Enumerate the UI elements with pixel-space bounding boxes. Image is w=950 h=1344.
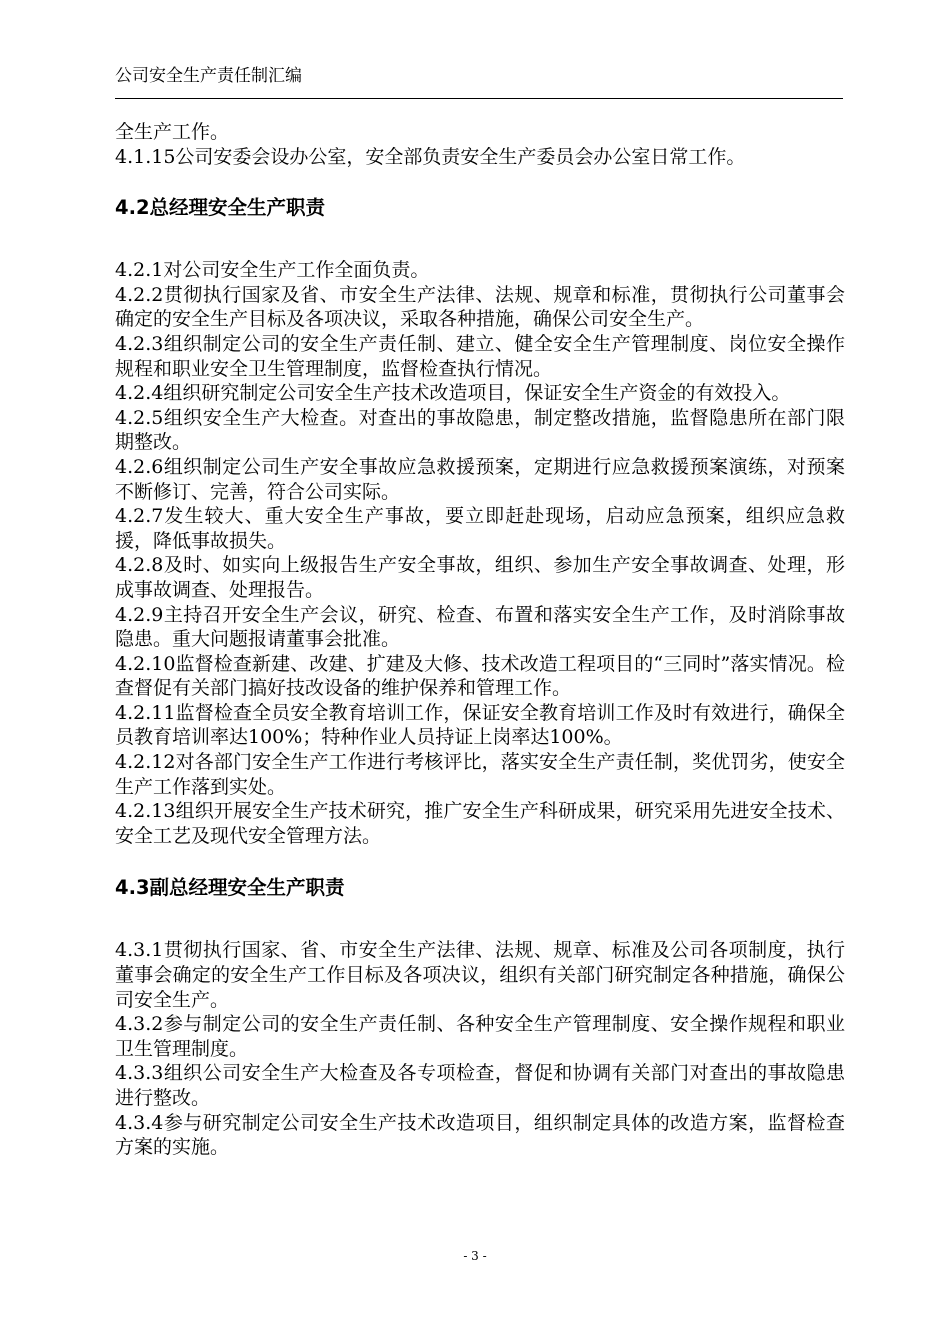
clause-4-2-3: 4.2.3组织制定公司的安全生产责任制、建立、健全安全生产管理制度、岗位安全操作规程和职业安全卫生管理制度，监督检查执行情况。 — [115, 332, 845, 380]
clause-4-3-2: 4.3.2参与制定公司的安全生产责任制、各种安全生产管理制度、安全操作规程和职业卫生管理制度。 — [115, 1013, 845, 1060]
clause-4-2-5: 4.2.5组织安全生产大检查。对查出的事故隐患，制定整改措施，监督隐患所在部门限期整改。 — [115, 406, 845, 454]
document-body — [115, 120, 845, 1160]
section-heading-4-3: 4.3副总经理安全生产职责 — [115, 876, 345, 900]
header-divider — [115, 98, 843, 99]
paragraph: 4.1.15公司安委会设办公室，安全部负责安全生产委员会办公室日常工作。 — [115, 145, 746, 168]
clause-4-2-13: 4.2.13组织开展安全生产技术研究，推广安全生产科研成果，研究采用先进安全技术、安全工艺及现代安全管理方法。 — [115, 800, 845, 847]
clause-4-2-4: 4.2.4组织研究制定公司安全生产技术改造项目，保证安全生产资金的有效投入。 — [115, 382, 791, 405]
clause-4-2-7: 4.2.7发生较大、重大安全生产事故，要立即赶赴现场，启动应急预案，组织应急救援，降低事故损失。 — [115, 505, 845, 552]
paragraph: 全生产工作。 — [115, 121, 230, 143]
clause-4-2-1: 4.2.1对公司安全生产工作全面负责。 — [115, 259, 430, 282]
clause-4-3-3: 4.3.3组织公司安全生产大检查及各专项检查，督促和协调有关部门对查出的事故隐患进行整改。 — [115, 1062, 845, 1109]
clause-4-3-1: 4.3.1贯彻执行国家、省、市安全生产法律、法规、规章、标准及公司各项制度，执行董事会确定的安全生产工作目标及各项决议，组织有关部门研究制定各种措施，确保公司安全生产。 — [115, 939, 845, 1011]
section-heading-4-2: 4.2总经理安全生产职责 — [115, 196, 326, 220]
clause-4-2-11: 4.2.11监督检查全员安全教育培训工作，保证安全教育培训工作及时有效进行，确保全员教育培训率达100%；特种作业人员持证上岗率达100%。 — [115, 701, 845, 749]
clause-4-2-12: 4.2.12对各部门安全生产工作进行考核评比，落实安全生产责任制，奖优罚劣，使安全生产工作落到实处。 — [115, 751, 845, 798]
clause-4-3-4: 4.3.4参与研究制定公司安全生产技术改造项目，组织制定具体的改造方案，监督检查方案的实施。 — [115, 1111, 845, 1159]
clause-4-2-10: 4.2.10监督检查新建、改建、扩建及大修、技术改造工程项目的“三同时”落实情况。检查督促有关部门搞好技改设备的维护保养和管理工作。 — [115, 652, 845, 700]
clause-4-2-8: 4.2.8及时、如实向上级报告生产安全事故，组织、参加生产安全事故调查、处理，形成事故调查、处理报告。 — [115, 554, 845, 601]
clause-4-2-9: 4.2.9主持召开安全生产会议，研究、检查、布置和落实安全生产工作，及时消除事故隐患。重大问题报请董事会批准。 — [115, 603, 845, 651]
running-header: 公司安全生产责任制汇编 — [115, 66, 302, 86]
clause-4-2-6: 4.2.6组织制定公司生产安全事故应急救援预案，定期进行应急救援预案演练，对预案不断修订、完善，符合公司实际。 — [115, 455, 845, 503]
clause-4-2-2: 4.2.2贯彻执行国家及省、市安全生产法律、法规、规章和标准，贯彻执行公司董事会确定的安全生产目标及各项决议，采取各种措施，确保公司安全生产。 — [115, 283, 845, 331]
page-number: - 3 - — [463, 1249, 487, 1263]
